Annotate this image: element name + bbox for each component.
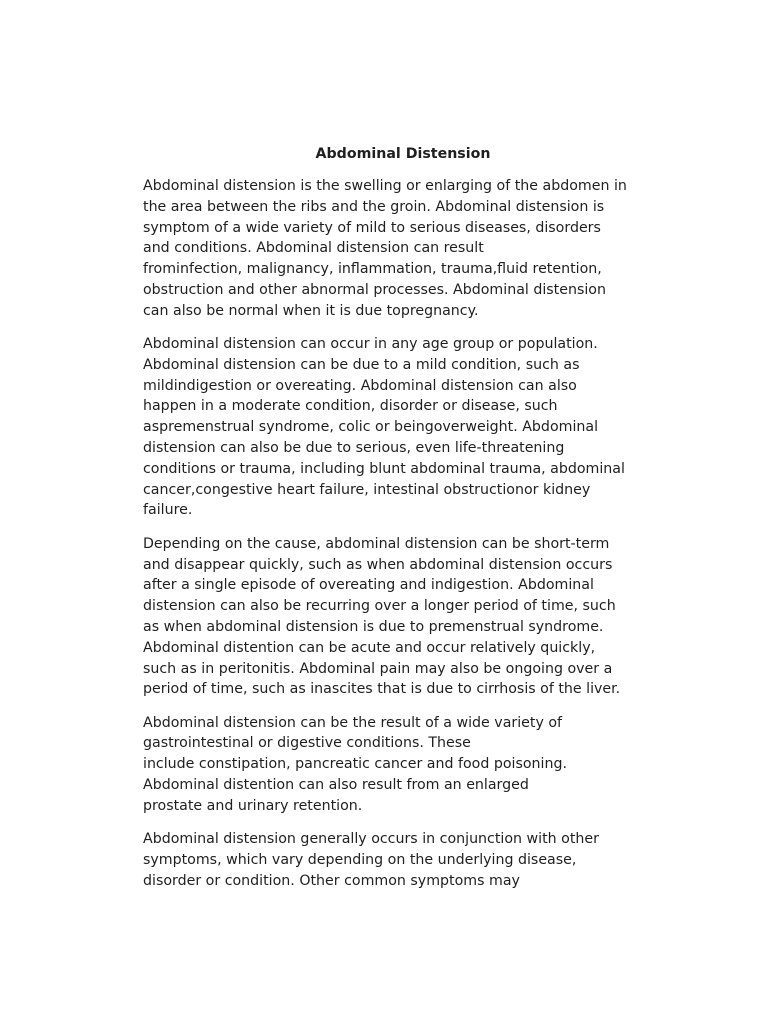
paragraph [143, 713, 663, 817]
paragraph-line: the area between the ribs and the groin. Abdominal distension is [143, 198, 605, 215]
paragraph-line: Abdominal distension can be due to a mild condition, such as [143, 356, 580, 373]
document-title: Abdominal Distension [315, 146, 491, 162]
paragraph-line: prostate and urinary retention. [143, 797, 363, 814]
paragraph [143, 534, 663, 700]
paragraph-line: failure. [143, 502, 193, 519]
paragraph-line: Depending on the cause, abdominal distension can be short-term [143, 535, 610, 552]
paragraph-line: Abdominal distension can occur in any age group or population. [143, 336, 598, 353]
paragraph-line: after a single episode of overeating and indigestion. Abdominal [143, 577, 594, 594]
paragraph-line: symptoms, which vary depending on the underlying disease, [143, 851, 577, 868]
paragraph-line: frominfection, malignancy, inflammation, trauma,fluid retention, [143, 261, 602, 278]
paragraph-line: distension can also be due to serious, even life-threatening [143, 440, 565, 457]
paragraph [143, 334, 663, 521]
paragraph-line: aspremenstrual syndrome, colic or beingoverweight. Abdominal [143, 419, 599, 436]
paragraph [143, 176, 663, 322]
paragraph-line: conditions or trauma, including blunt abdominal trauma, abdominal [143, 460, 625, 477]
paragraph-line: include constipation, pancreatic cancer and food poisoning. [143, 756, 567, 773]
paragraph-line: Abdominal distension is the swelling or enlarging of the abdomen in [143, 178, 627, 194]
paragraph-line: distension can also be recurring over a longer period of time, such [143, 598, 616, 615]
paragraph-line: obstruction and other abnormal processes. Abdominal distension [143, 281, 606, 298]
paragraph-line: and disappear quickly, such as when abdominal distension occurs [143, 556, 613, 573]
paragraph-line: gastrointestinal or digestive conditions. These [143, 735, 471, 752]
paragraph-line: symptom of a wide variety of mild to serious diseases, disorders [143, 219, 601, 236]
paragraph-line: can also be normal when it is due topregnancy. [143, 302, 479, 319]
paragraph-line: such as in peritonitis. Abdominal pain may also be ongoing over a [143, 660, 613, 677]
document-body [143, 144, 663, 904]
paragraph-line: as when abdominal distension is due to premenstrual syndrome. [143, 618, 604, 635]
paragraph-line: and conditions. Abdominal distension can result [143, 240, 484, 257]
paragraph [143, 829, 663, 891]
paragraph-line: period of time, such as inascites that is due to cirrhosis of the liver. [143, 681, 621, 698]
paragraph-line: mildindigestion or overeating. Abdominal distension can also [143, 377, 577, 394]
paragraph-line: cancer,congestive heart failure, intestinal obstructionor kidney [143, 481, 591, 498]
paragraph-line: Abdominal distention can be acute and occur relatively quickly, [143, 639, 596, 656]
paragraph-line: disorder or condition. Other common symptoms may [143, 872, 520, 889]
paragraph-line: happen in a moderate condition, disorder or disease, such [143, 398, 558, 415]
paragraph-line: Abdominal distension can be the result of a wide variety of [143, 714, 563, 731]
paragraph-line: Abdominal distension generally occurs in conjunction with other [143, 831, 599, 848]
paragraph-line: Abdominal distention can also result from an enlarged [143, 777, 529, 794]
paragraph-list [143, 176, 663, 892]
